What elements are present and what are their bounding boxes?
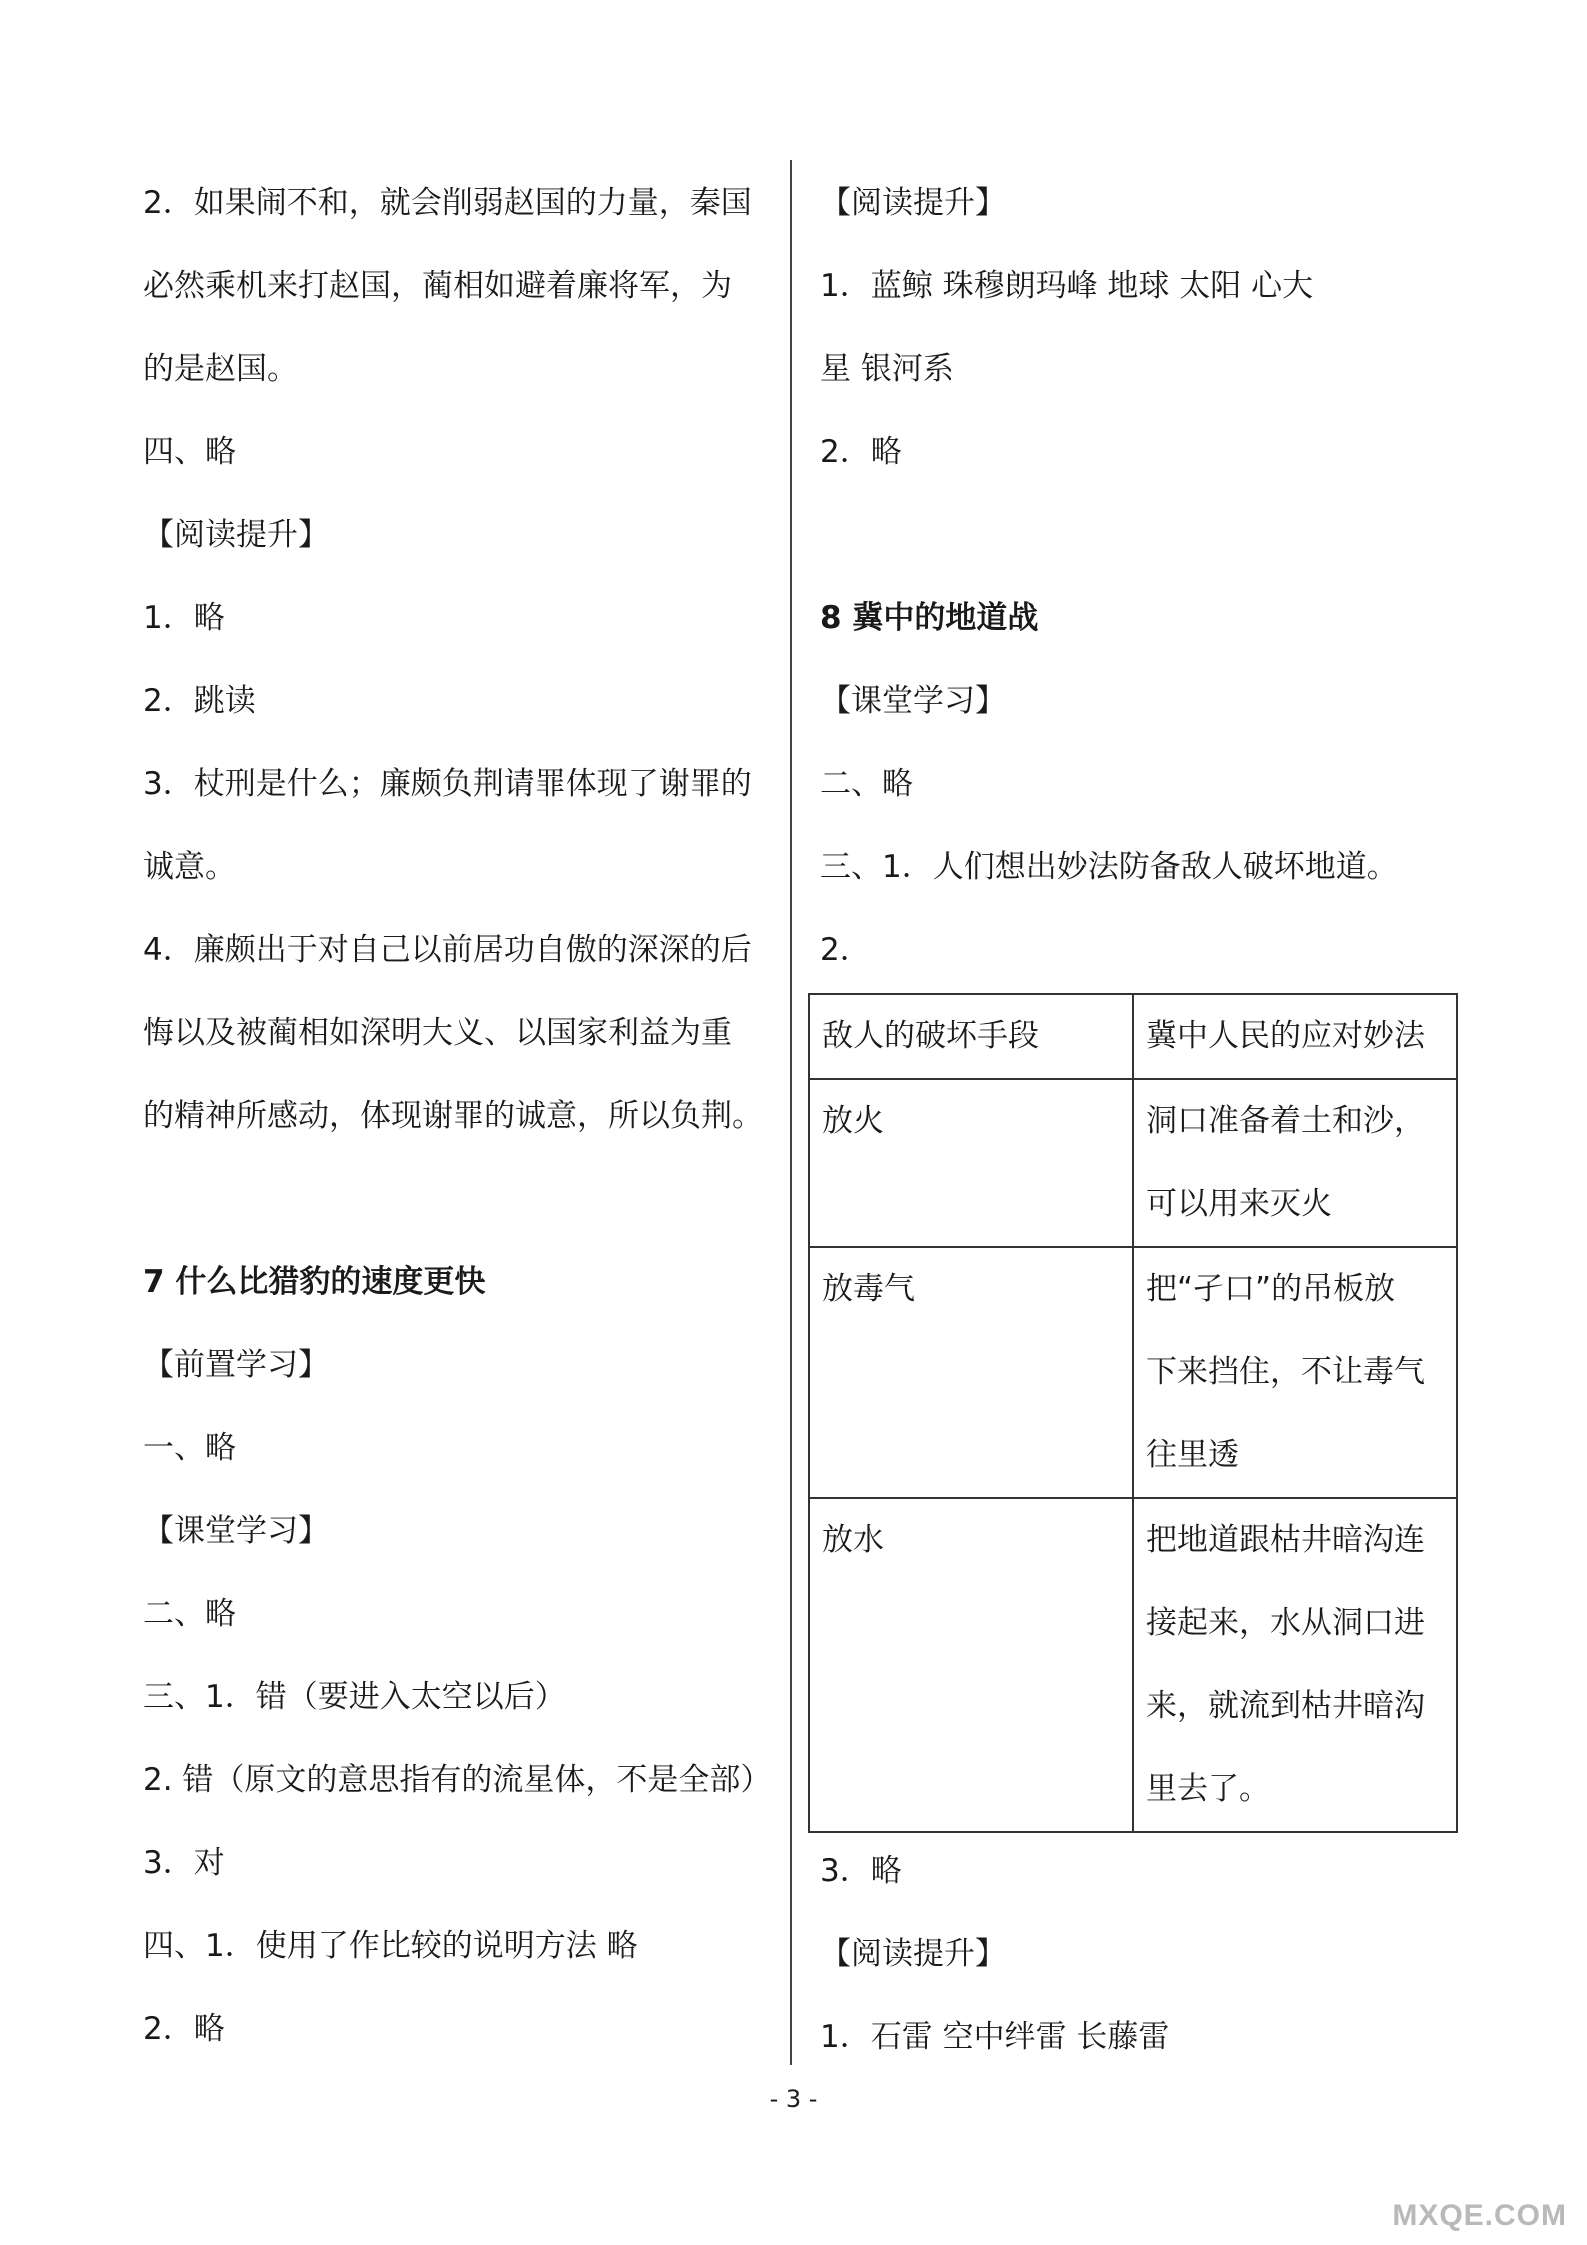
- answer-line: 二、略: [143, 1596, 236, 1632]
- table-header-cell: 冀中人民的应对妙法: [1133, 994, 1457, 1079]
- countermeasure-line: 可以用来灭火: [1146, 1186, 1332, 1222]
- destruction-means-cell: 放水: [809, 1498, 1133, 1832]
- answer-line: 3．对: [143, 1845, 225, 1881]
- answer-line: 1．石雷 空中绊雷 长藤雷: [820, 2019, 1170, 2055]
- watermark-logo: MXQE.COM: [1392, 2199, 1567, 2232]
- table-header-row: [809, 994, 1457, 1079]
- section-gap: [820, 504, 1460, 587]
- countermeasure-line: 下来挡住，不让毒气: [1146, 1354, 1425, 1390]
- answer-line: 悔以及被蔺相如深明大义、以国家利益为重: [143, 1015, 732, 1051]
- section-heading: 7 什么比猎豹的速度更快: [143, 1264, 486, 1300]
- page-number: - 3 -: [769, 2085, 818, 2113]
- countermeasure-line: 里去了。: [1146, 1771, 1270, 1807]
- section-gap: [143, 1168, 768, 1251]
- countermeasure-line: 把“孑口”的吊板放: [1146, 1271, 1396, 1307]
- countermeasure-line: 把地道跟枯井暗沟连: [1146, 1522, 1425, 1558]
- countermeasure-cell: [1133, 1498, 1457, 1832]
- table-row: [809, 1079, 1457, 1247]
- countermeasure-line: 洞口准备着土和沙，: [1146, 1103, 1425, 1139]
- countermeasure-line: 来，就流到枯井暗沟: [1146, 1688, 1425, 1724]
- answer-line: 1．蓝鲸 珠穆朗玛峰 地球 太阳 心大: [820, 268, 1314, 304]
- answer-line: 2．跳读: [143, 683, 256, 719]
- answer-line: 2．: [820, 932, 871, 968]
- answer-line: 3．杖刑是什么；廉颇负荆请罪体现了谢罪的: [143, 766, 752, 802]
- countermeasure-cell: [1133, 1247, 1457, 1498]
- countermeasure-line: 接起来，水从洞口进: [1146, 1605, 1425, 1641]
- table-row: [809, 1247, 1457, 1498]
- answer-line: 2．略: [143, 2011, 225, 2047]
- answer-line: 一、略: [143, 1430, 236, 1466]
- answer-line: 诚意。: [143, 849, 236, 885]
- answer-line: 四、略: [143, 434, 236, 470]
- right-column-after-table: [820, 1840, 1460, 2089]
- answer-line: 1．略: [143, 600, 225, 636]
- destruction-means-cell: 放毒气: [809, 1247, 1133, 1498]
- answer-line: 2．如果闹不和，就会削弱赵国的力量，秦国: [143, 185, 752, 221]
- answer-line: 三、1．错（要进入太空以后）: [143, 1679, 566, 1715]
- answer-line: 4．廉颇出于对自己以前居功自傲的深深的后: [143, 932, 752, 968]
- table-header-cell: 敌人的破坏手段: [809, 994, 1133, 1079]
- countermeasure-cell: [1133, 1079, 1457, 1247]
- table-row: [809, 1498, 1457, 1832]
- answer-line: 【阅读提升】: [820, 185, 1006, 221]
- answer-table: [808, 993, 1458, 1833]
- destruction-means-cell: 放火: [809, 1079, 1133, 1247]
- answer-line: 的精神所感动，体现谢罪的诚意，所以负荆。: [143, 1098, 763, 1134]
- answer-line: 3．略: [820, 1853, 902, 1889]
- column-divider: [790, 160, 792, 2065]
- left-column: [143, 172, 772, 2081]
- countermeasure-line: 往里透: [1146, 1437, 1239, 1473]
- answer-line: 四、1．使用了作比较的说明方法 略: [143, 1928, 638, 1964]
- right-column: [820, 172, 1460, 1002]
- answer-line: 二、略: [820, 766, 913, 802]
- answer-line: 必然乘机来打赵国，蔺相如避着廉将军，为: [143, 268, 732, 304]
- answer-line: 2．略: [820, 434, 902, 470]
- answer-line: 【前置学习】: [143, 1347, 329, 1383]
- answer-line: 【课堂学习】: [143, 1513, 329, 1549]
- answer-line: 的是赵国。: [143, 351, 298, 387]
- answer-line: 2. 错（原文的意思指有的流星体，不是全部）: [143, 1762, 772, 1798]
- answer-line: 【阅读提升】: [820, 1936, 1006, 1972]
- section-heading: 8 冀中的地道战: [820, 600, 1039, 636]
- answer-line: 【课堂学习】: [820, 683, 1006, 719]
- answer-line: 【阅读提升】: [143, 517, 329, 553]
- answer-line: 三、1．人们想出妙法防备敌人破坏地道。: [820, 849, 1398, 885]
- answer-line: 星 银河系: [820, 351, 954, 387]
